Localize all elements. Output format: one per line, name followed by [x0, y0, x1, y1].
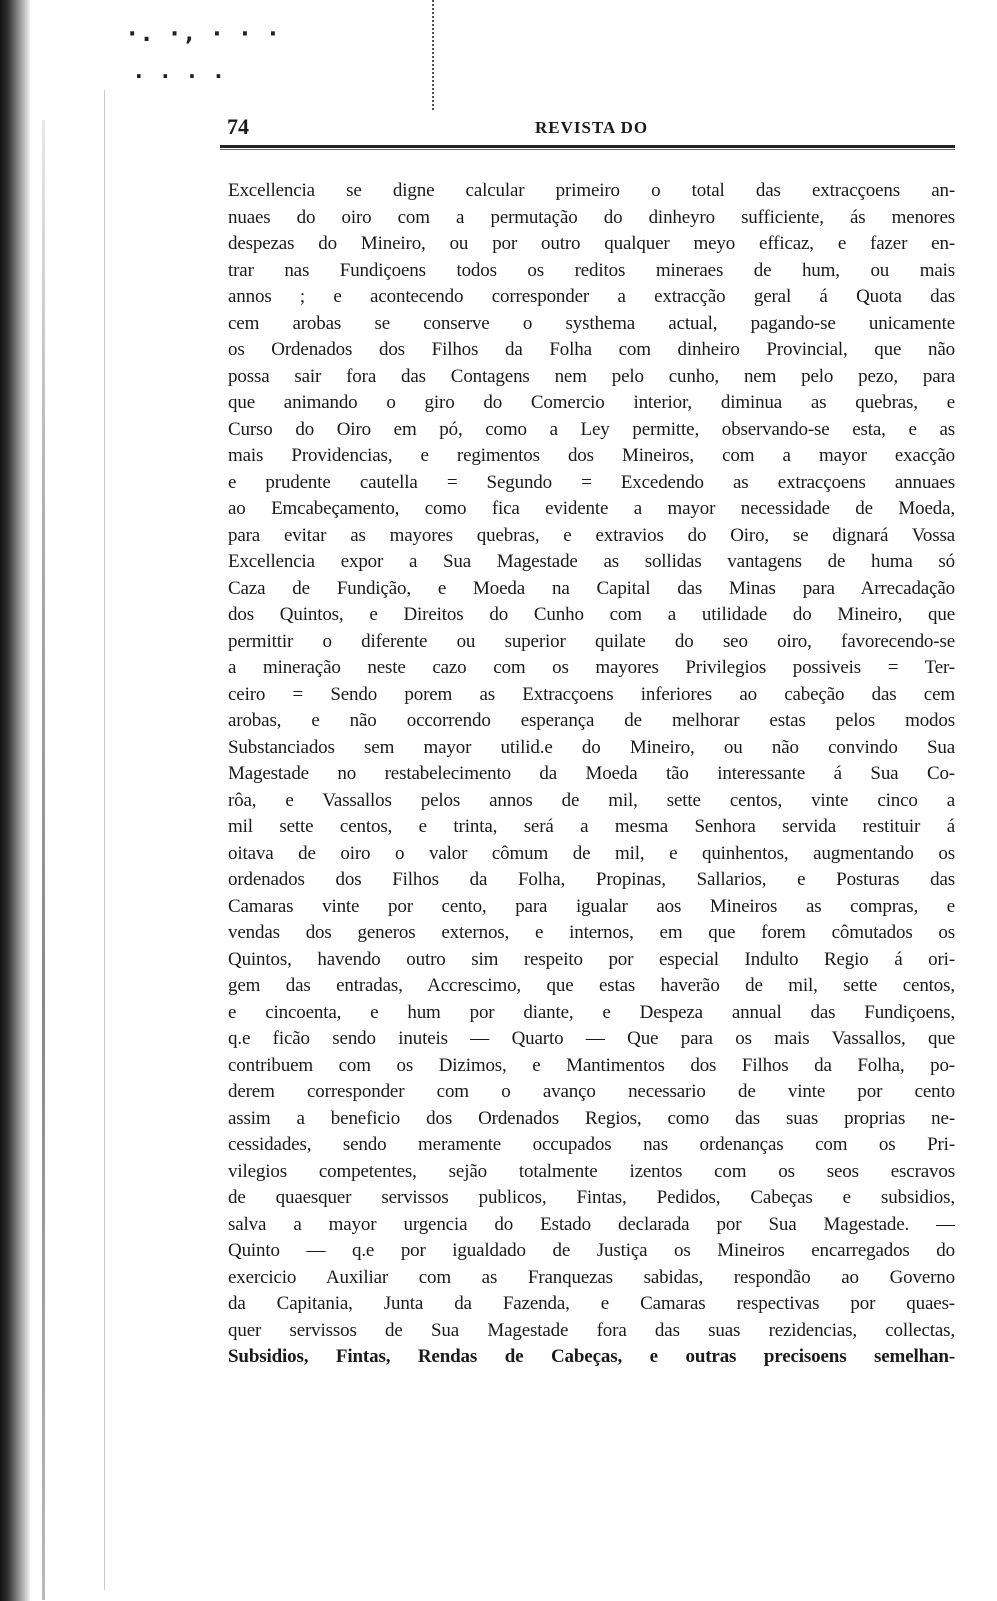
text-line-34: contribuem com os Dizimos, e Mantimentos dos Filhos da Folha, po- — [228, 1054, 955, 1076]
text-line-33: q.e ficão sendo inuteis — Quarto — Que para os mais Vassallos, que — [228, 1028, 955, 1049]
text-line-12: e prudente cautella = Segundo = Excedendo as extracçoens annuaes — [228, 471, 955, 493]
text-line-10: Curso do Oiro em pó, como a Ley permitte, observando-se esta, e as — [228, 418, 955, 440]
text-line-17: dos Quintos, e Direitos do Cunho com a utilidade do Mineiro, que — [228, 604, 955, 625]
text-line-19: a mineração neste cazo com os mayores Privilegios possiveis = Ter- — [228, 657, 955, 678]
text-line-25: mil sette centos, e trinta, será a mesma Senhora servida restituir á — [228, 816, 955, 837]
text-line-20: ceiro = Sendo porem as Extracçoens inferiores ao cabeção das cem — [228, 683, 955, 705]
text-line-9: que animando o giro do Comercio interior, diminua as quebras, e — [228, 392, 955, 413]
scan-dotted-mark — [432, 0, 434, 110]
text-line-40: salva a mayor urgencia do Estado declarada por Sua Magestade. — — [228, 1213, 955, 1235]
text-line-43: da Capitania, Junta da Fazenda, e Camaras respectivas por quaes- — [228, 1293, 955, 1314]
text-line-31: gem das entradas, Accrescimo, que estas haverão de mil, sette centos, — [228, 975, 955, 996]
running-header — [205, 114, 965, 144]
text-line-24: rôa, e Vassallos pelos annos de mil, sette centos, vinte cinco a — [228, 789, 955, 811]
text-line-18: permittir o diferente ou superior quilate do seo oiro, favorecendo-se — [228, 630, 955, 652]
text-line-26: oitava de oiro o valor cômum de mil, e quinhentos, augmentando os — [228, 842, 955, 864]
header-rule — [220, 145, 955, 148]
text-line-32: e cincoenta, e hum por diante, e Despeza annual das Fundiçoens, — [228, 1001, 955, 1023]
binding-shadow — [42, 120, 45, 1600]
text-line-4: trar nas Fundiçoens todos os reditos mineraes de hum, ou mais — [228, 259, 955, 281]
text-line-14: para evitar as mayores quebras, e extravios do Oiro, se dignará Vossa — [228, 524, 955, 546]
text-line-21: arobas, e não occorrendo esperança de melhorar estas pelos modos — [228, 710, 955, 731]
text-line-44: quer servissos de Sua Magestade fora das suas rezidencias, collectas, — [228, 1319, 955, 1341]
text-line-15: Excellencia expor a Sua Magestade as sollidas vantagens de huma só — [228, 551, 955, 572]
text-line-16: Caza de Fundição, e Moeda na Capital das Minas para Arrecadação — [228, 577, 955, 599]
scan-noise-top: ·. ·‚ · · · — [128, 22, 284, 47]
scan-noise-middle: · · · · — [135, 64, 229, 88]
page-binding-edge — [0, 0, 30, 1601]
text-line-8: possa sair fora das Contagens nem pelo cunho, nem pelo pezo, para — [228, 365, 955, 387]
text-line-28: Camaras vinte por cento, para igualar aos Mineiros as compras, e — [228, 895, 955, 917]
header-rule-thin — [220, 149, 955, 150]
text-line-38: vilegios competentes, sejão totalmente izentos com os seos escravos — [228, 1160, 955, 1182]
text-line-30: Quintos, havendo outro sim respeito por especial Indulto Regio á ori- — [228, 948, 955, 970]
page-number: 74 — [227, 114, 249, 139]
text-line-37: cessidades, sendo meramente occupados nas ordenanças com os Pri- — [228, 1134, 955, 1155]
running-title: REVISTA DO — [535, 118, 649, 137]
text-line-23: Magestade no restabelecimento da Moeda tão interessante á Sua Co- — [228, 763, 955, 784]
text-line-6: cem arobas se conserve o systhema actual, pagando-se unicamente — [228, 312, 955, 334]
text-line-41: Quinto — q.e por igualdado de Justiça os Mineiros encarregados do — [228, 1240, 955, 1261]
binding-fold-line — [104, 90, 105, 1590]
text-line-22: Substanciados sem mayor utilid.e do Mineiro, ou não convindo Sua — [228, 736, 955, 758]
body-text — [228, 178, 955, 1371]
text-line-1: Excellencia se digne calcular primeiro o total das extracçoens an- — [228, 180, 955, 201]
text-line-11: mais Providencias, e regimentos dos Mineiros, com a mayor exacção — [228, 445, 955, 466]
text-line-42: exercicio Auxiliar com as Franquezas sabidas, respondão ao Governo — [228, 1266, 955, 1288]
text-line-29: vendas dos generos externos, e internos, em que forem cômutados os — [228, 922, 955, 943]
text-line-39: de quaesquer servissos publicos, Fintas, Pedidos, Cabeças e subsidios, — [228, 1187, 955, 1208]
text-line-27: ordenados dos Filhos da Folha, Propinas, Sallarios, e Posturas das — [228, 869, 955, 890]
text-line-13: ao Emcabeçamento, como fica evidente a mayor necessidade de Moeda, — [228, 498, 955, 519]
text-line-36: assim a beneficio dos Ordenados Regios, como das suas proprias ne- — [228, 1107, 955, 1129]
text-line-2: nuaes do oiro com a permutação do dinheyro sufficiente, ás menores — [228, 206, 955, 228]
text-line-5: annos ; e acontecendo corresponder a extracção geral á Quota das — [228, 286, 955, 307]
text-line-35: derem corresponder com o avanço necessario de vinte por cento — [228, 1081, 955, 1102]
text-line-7: os Ordenados dos Filhos da Folha com dinheiro Provincial, que não — [228, 339, 955, 360]
text-line-45: Subsidios, Fintas, Rendas de Cabeças, e outras precisoens semelhan- — [228, 1346, 955, 1367]
text-line-3: despezas do Mineiro, ou por outro qualquer meyo efficaz, e fazer en- — [228, 233, 955, 254]
